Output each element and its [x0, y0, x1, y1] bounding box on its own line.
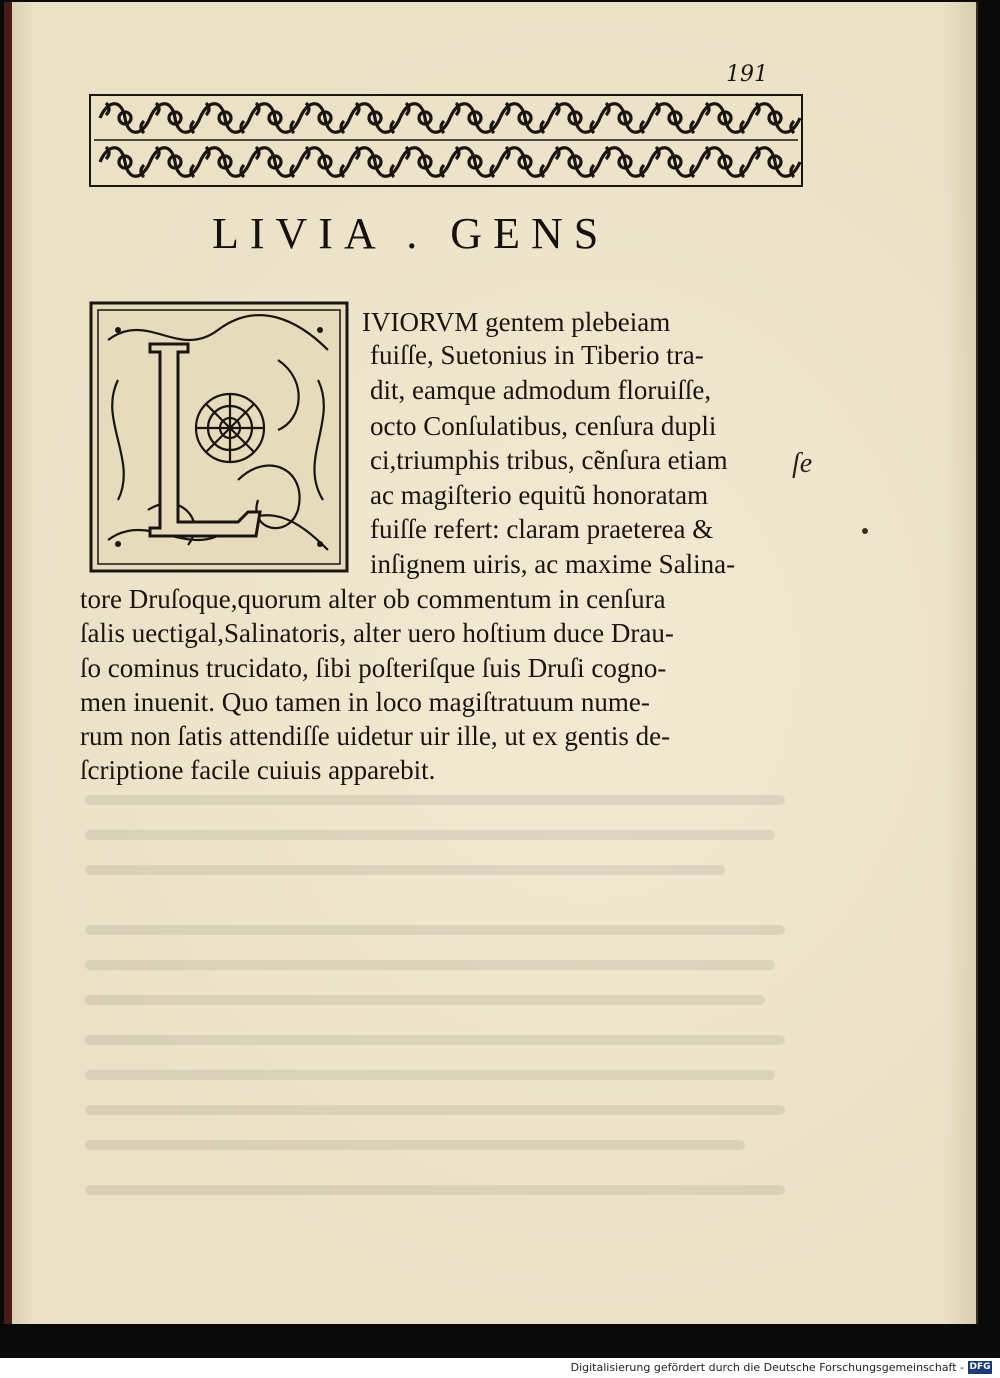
funding-credit: Digitalisierung gefördert durch die Deutsche Forschungsgemeinschaft - — [570, 1361, 964, 1374]
text-line: IVIORVM gentem plebeiam — [362, 307, 671, 337]
handwritten-margin-note: ſe — [792, 448, 813, 479]
text-line: inſignem uiris, ac maxime Salina- — [370, 549, 736, 579]
text-line: tore Druſoque,quorum alter ob commentum in cenſura — [80, 584, 666, 614]
page-spine-edge — [4, 2, 12, 1324]
text-line: ac magiſterio equitũ honoratam — [370, 480, 709, 510]
text-line: ſalis uectigal,Salinatoris, alter uero hoſtium duce Drau- — [80, 618, 674, 648]
section-heading: LIVIA . GENS — [212, 209, 610, 258]
text-line: ſo cominus trucidato, ſibi poſteriſque ſuis Druſi cogno- — [80, 653, 667, 683]
text-line: ſcriptione facile cuiuis apparebit. — [80, 755, 436, 785]
page-number: 191 — [726, 62, 768, 87]
text-line: octo Conſulatibus, cenſura dupli — [370, 411, 717, 441]
dfg-logo: DFG — [969, 1362, 991, 1372]
decorated-initial-letter — [88, 300, 350, 574]
text-line: dit, eamque admodum floruiſſe, — [370, 375, 712, 405]
text-line: fuiſſe refert: claram praeterea & — [370, 514, 714, 544]
ink-spot — [862, 528, 868, 534]
show-through-text — [80, 790, 800, 1230]
text-line: ci,triumphis tribus, cẽnſura etiam — [370, 445, 728, 475]
text-line: men inuenit. Quo tamen in loco magiſtratuum nume- — [80, 687, 650, 717]
text-line: fuiſſe, Suetonius in Tiberio tra- — [370, 340, 704, 370]
decorative-headpiece-ornament — [88, 93, 804, 188]
text-line: rum non ſatis attendiſſe uidetur uir ille, ut ex gentis de- — [80, 721, 671, 751]
